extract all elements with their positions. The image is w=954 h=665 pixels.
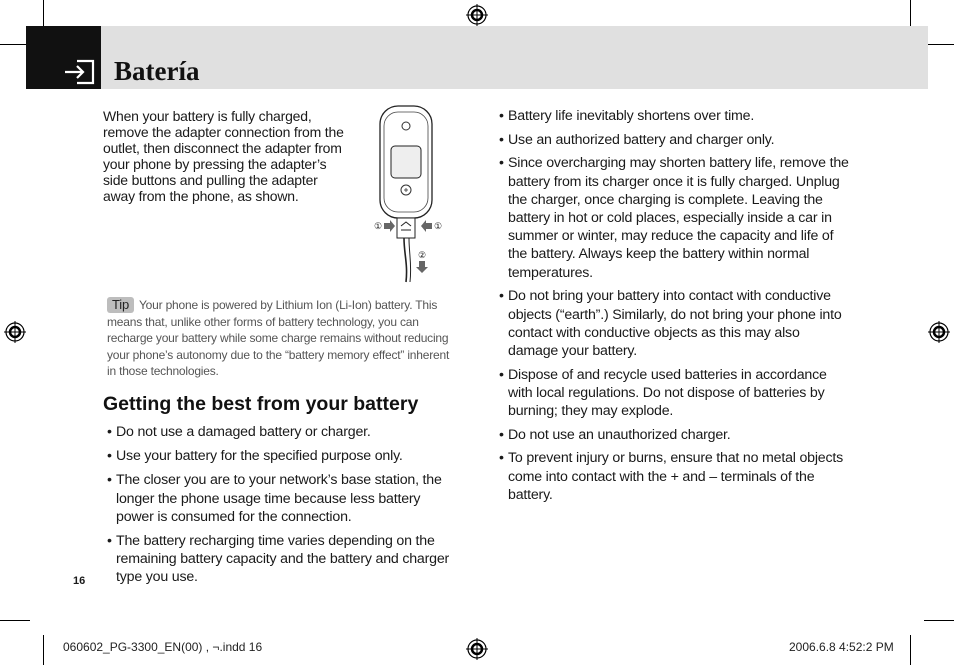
list-item: • Use an authorized battery and charger only. [499,131,851,149]
tip-box [107,297,459,380]
crop-mark [0,620,30,621]
list-item: • Battery life inevitably shortens over time. [499,107,851,125]
list-item: • Do not use an unauthorized charger. [499,426,851,444]
tip-badge: Tip [107,297,134,313]
crop-mark [43,635,44,665]
registration-mark-icon [466,4,488,26]
right-bullet-list [499,107,851,510]
page-number: 16 [73,575,86,587]
left-bullet-list [107,423,459,593]
registration-mark-icon [4,321,26,343]
header-icon-block [26,26,101,89]
step-label: ① [434,221,443,231]
crop-mark [924,620,954,621]
footer-timestamp: 2006.6.8 4:52:2 PM [789,640,894,654]
footer-filename: 060602_PG-3300_EN(00) , ¬.indd 16 [63,640,263,654]
tip-text: Your phone is powered by Lithium Ion (Li-Ion) battery. This means that, unlike other forms of battery technology, you can recharge your battery while some charge remains without reducing your phone’s autonomy due to the “battery memory effect” inherent in those technologies. [107,298,450,378]
list-item: • The battery recharging time varies depending on the remaining battery capacity and the battery and charger type you use. [107,532,459,587]
enter-icon [63,59,95,85]
list-item: • Do not bring your battery into contact with conductive objects (“earth”.) Similarly, do not bring your phone into contact with conductive objects as this may also damage your battery. [499,287,851,360]
list-item: • To prevent injury or burns, ensure that no metal objects come into contact with the + and – terminals of the battery. [499,449,851,504]
registration-mark-icon [928,321,950,343]
registration-mark-icon [466,638,488,660]
section-heading: Getting the best from your battery [103,393,419,415]
list-item: • Do not use a damaged battery or charger. [107,423,459,441]
crop-mark [910,635,911,665]
page-title: Batería [114,56,200,86]
intro-paragraph: When your battery is fully charged, remove the adapter connection from the outlet, then disconnect the adapter from your phone by pressing the adapter’s side buttons and pulling the adapter away from the phone, as shown. [103,108,344,204]
phone-charger-illustration [368,104,448,284]
step-label: ① [374,221,383,231]
header-band [101,26,928,89]
list-item: • Dispose of and recycle used batteries in accordance with local regulations. Do not dispose of batteries by burning; they may explode. [499,366,851,421]
list-item: • Use your battery for the specified purpose only. [107,447,459,465]
crop-mark [924,44,954,45]
list-item: • The closer you are to your network’s base station, the longer the phone usage time because less battery power is consumed for the connection. [107,471,459,526]
step-label: ② [418,250,427,260]
list-item: • Since overcharging may shorten battery life, remove the battery from its charger once it is fully charged. Unplug the charger, once charging is complete. Leaving the battery in hot or cold places, especially inside a car in summer or winter, may reduce the capacity and life of the battery. Always keep the battery within normal temperatures. [499,154,851,281]
